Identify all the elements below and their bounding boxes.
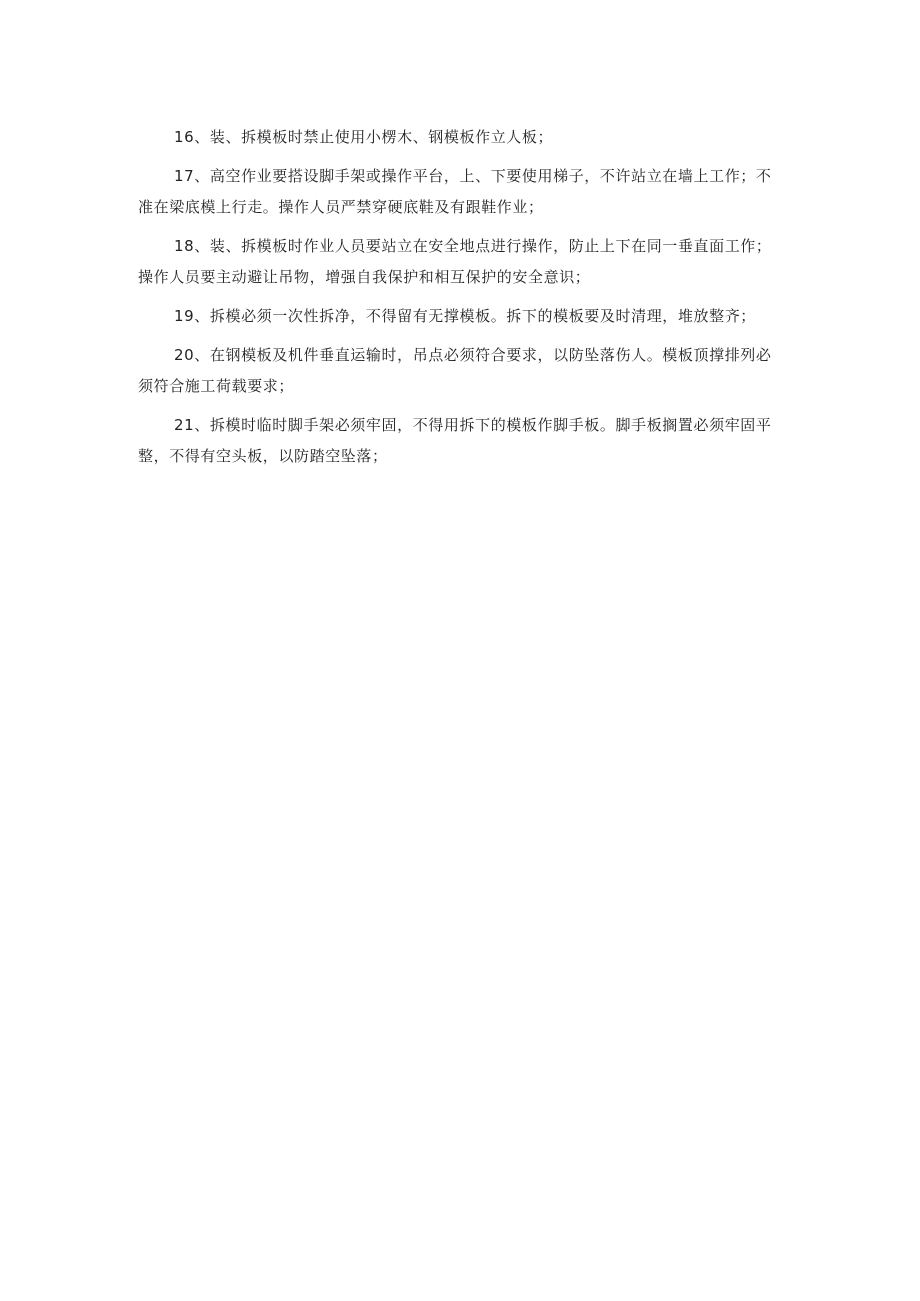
paragraph-17: 17、高空作业要搭设脚手架或操作平台，上、下要使用梯子，不许站立在墙上工作；不准在梁底模上行走。操作人员严禁穿硬底鞋及有跟鞋作业； (138, 167, 772, 216)
paragraph-19: 19、拆模必须一次性拆净，不得留有无撑模板。拆下的模板要及时清理，堆放整齐； (174, 307, 756, 325)
paragraph-16: 16、装、拆模板时禁止使用小楞木、钢模板作立人板； (174, 128, 554, 146)
paragraph-18: 18、装、拆模板时作业人员要站立在安全地点进行操作，防止上下在同一垂直面工作；操作人员要主动避让吊物，增强自我保护和相互保护的安全意识； (138, 237, 772, 286)
document-body (138, 122, 784, 480)
paragraph-21: 21、拆模时临时脚手架必须牢固，不得用拆下的模板作脚手板。脚手板搁置必须牢固平整，不得有空头板，以防踏空坠落； (138, 416, 772, 465)
paragraph-20: 20、在钢模板及机件垂直运输时，吊点必须符合要求，以防坠落伤人。模板顶撑排列必须符合施工荷载要求； (138, 346, 772, 395)
